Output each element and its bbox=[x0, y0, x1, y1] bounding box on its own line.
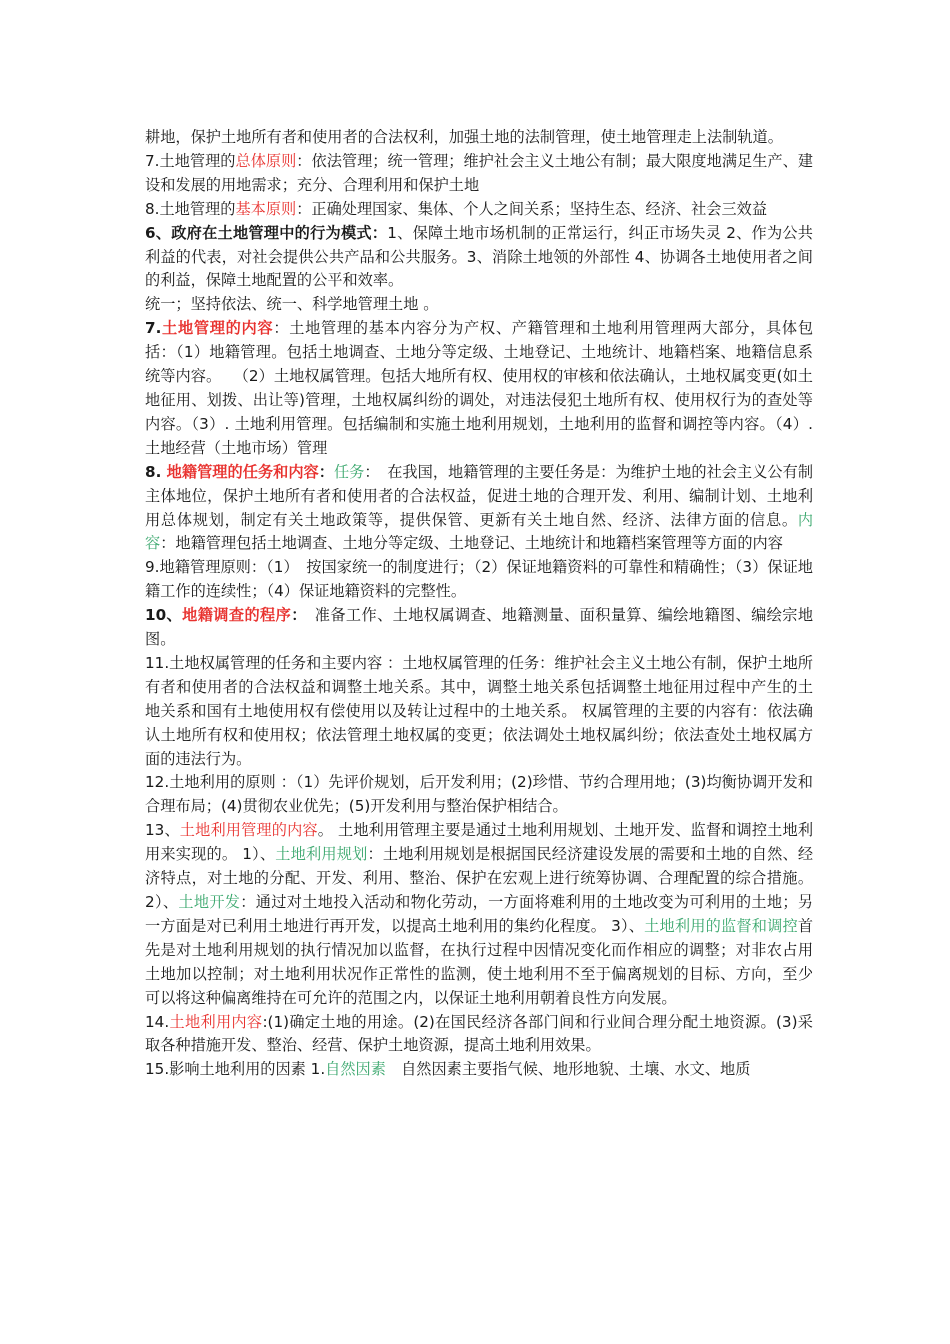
text-run: 土地利用内容 bbox=[169, 1012, 263, 1031]
text-run: 土地利用规划 bbox=[275, 845, 368, 864]
text-run: 7. bbox=[145, 319, 162, 338]
text-run: ：土地管理的基本内容分为产权、产籍管理和土地利用管理两大部分，具体包括：（1）地籍管理。包括土地调查、土地分等定级、土地登记、土地统计、地籍档案、地籍信息系统等内容。 （2）土地权属管理。包括大地所有权、使用权的审核和依法确认，土地权属变更(如土地征用、划拨、出让等)管理，土地权属纠纷的调处，对违法侵犯土地所有权、使用权行为的查处等内容。（3）. 土地利用管理。包括编制和实施土地利用规划，土地利用的监督和调控等内容。（4）.土地经营（土地市场）管理 bbox=[145, 319, 814, 457]
text-run: ：土地利用规划是根据国民经济建设发展的需要和土地的自然、经济特点，对土地的分配、开发、利用、整治、保护在宏观上进行统筹协调、合理配置的综合措施。 2）、 bbox=[145, 845, 814, 911]
text-run: 9.地籍管理原则：（1） 按国家统一的制度进行；（2）保证地籍资料的可靠性和精确性；（3）保证地籍工作的连续性；（4）保证地籍资料的完整性。 bbox=[145, 558, 813, 601]
text-run: 首先是对土地利用规划的执行情况加以监督，在执行过程中因情况变化而作相应的调整；对非农占用土地加以控制；对土地利用状况作正常性的监测，使土地利用不至于偏离规划的目标、方向，至少可以将这种偏离维持在可允许的范围之内，以保证土地利用朝着良性方向发展。 bbox=[145, 916, 814, 1007]
text-run: 6、政府在土地管理中的行为模式： bbox=[145, 223, 388, 242]
text-run: ： 在我国，地籍管理的主要任务是：为维护土地的社会主义公有制主体地位，保护土地所有者和使用者的合法权益，促进土地的合理开发、利用、编制计划、土地利用总体规划，制定有关土地政策等，提供保管、更新有关土地自然、经济、法律方面的信息。 bbox=[145, 462, 814, 529]
paragraph bbox=[145, 198, 813, 222]
text-run: 8.土地管理的 bbox=[145, 199, 236, 218]
text-run: ： bbox=[291, 606, 300, 625]
text-run: ：通过对土地投入活动和物化劳动，一方面将难利用的土地改变为可利用的土地；另一方面是对已利用土地进行再开发，以提高土地利用的集约化程度。 3）、 bbox=[145, 893, 814, 935]
paragraph bbox=[145, 1058, 813, 1082]
text-run: 耕地，保护土地所有者和使用者的合法权利，加强土地的法制管理，使土地管理走上法制轨道。 bbox=[145, 128, 783, 146]
paragraph bbox=[145, 771, 813, 819]
text-run: 15.影响土地利用的因素 1. bbox=[145, 1060, 326, 1079]
paragraph bbox=[145, 293, 813, 317]
paragraph bbox=[145, 652, 813, 772]
text-run: 自然因素主要指气候、地形地貌、土壤、水文、地质 bbox=[385, 1060, 751, 1079]
text-run: 14. bbox=[145, 1012, 170, 1031]
text-run: 总体原则 bbox=[235, 151, 297, 170]
text-run: ：正确处理国家、集体、个人之间关系；坚持生态、经济、社会三效益 bbox=[296, 199, 767, 218]
text-run: :(1)确定土地的用途。(2)在国民经济各部门间和行业间合理分配土地资源。(3)采取各种措施开发、整治、经营、保护土地资源，提高土地利用效果。 bbox=[145, 1012, 813, 1055]
text-run: 内容 bbox=[145, 510, 813, 553]
text-run: ：依法管理；统一管理；维护社会主义土地公有制；最大限度地满足生产、建设和发展的用地需求；充分、合理利用和保护土地 bbox=[145, 151, 814, 194]
text-run: 土地管理的内容 bbox=[161, 319, 274, 338]
text-run: 土地利用管理的内容 bbox=[179, 821, 318, 840]
text-run: 10、 bbox=[145, 606, 183, 625]
text-run: 地籍调查的程序 bbox=[182, 606, 292, 625]
text-run: 土地利用的监督和调控 bbox=[644, 916, 798, 935]
text-run: 7.土地管理的 bbox=[145, 151, 236, 170]
paragraph bbox=[145, 150, 813, 198]
text-run: 13、 bbox=[145, 821, 180, 840]
text-run: 地籍管理的任务和内容 bbox=[166, 462, 319, 481]
text-run: 12.土地利用的原则 ：（1）先评价规划，后开发利用；(2)珍惜、节约合理用地；(3)均衡协调开发和合理布局；(4)贯彻农业优先；(5)开发利用与整治保护相结合。 bbox=[145, 773, 813, 816]
text-run: 统一；坚持依法、统一、科学地管理土地 。 bbox=[145, 295, 439, 314]
text-run: 准备工作、土地权属调查、地籍测量、面积量算、编绘地籍图、编绘宗地图。 bbox=[145, 606, 814, 649]
paragraph bbox=[145, 222, 813, 294]
text-run: 基本原则 bbox=[235, 199, 297, 218]
text-run: ： bbox=[318, 462, 334, 481]
paragraph bbox=[145, 556, 813, 604]
text-run: 自然因素 bbox=[325, 1060, 386, 1079]
paragraph bbox=[145, 461, 813, 557]
text-run: 任务 bbox=[333, 462, 365, 481]
text-run: 11.土地权属管理的任务和主要内容 ：土地权属管理的任务：维护社会主义土地公有制，保护土地所有者和使用者的合法权益和调整土地关系。其中，调整土地关系包括调整土地征用过程中产生的土地关系和国有土地使用权有偿使用以及转让过程中的土地关系。 权属管理的主要的内容有：依法确认土地所有权和使用权；依法管理土地权属的变更；依法调处土地权属纠纷；依法查处土地权属方面的违法行为。 bbox=[145, 653, 813, 768]
text-run: ：地籍管理包括土地调查、土地分等定级、土地登记、土地统计和地籍档案管理等方面的内容 bbox=[160, 534, 783, 553]
paragraph bbox=[145, 604, 813, 652]
text-run: 。 土地利用管理主要是通过土地利用规划、土地开发、监督和调控土地利用来实现的。 1）、 bbox=[145, 821, 814, 864]
paragraph bbox=[145, 1011, 813, 1059]
text-run: 8. bbox=[145, 462, 167, 481]
document-body bbox=[145, 126, 813, 1082]
text-run: 1、保障土地市场机制的正常运行，纠正市场失灵 2、作为公共利益的代表，对社会提供公共产品和公共服务。3、消除土地领的外部性 4、协调各土地使用者之间的利益，保障土地配置的公平和效率。 bbox=[145, 223, 813, 290]
paragraph bbox=[145, 819, 813, 1010]
text-run: 土地开发 bbox=[178, 893, 241, 911]
paragraph bbox=[145, 317, 813, 460]
paragraph bbox=[145, 126, 813, 150]
